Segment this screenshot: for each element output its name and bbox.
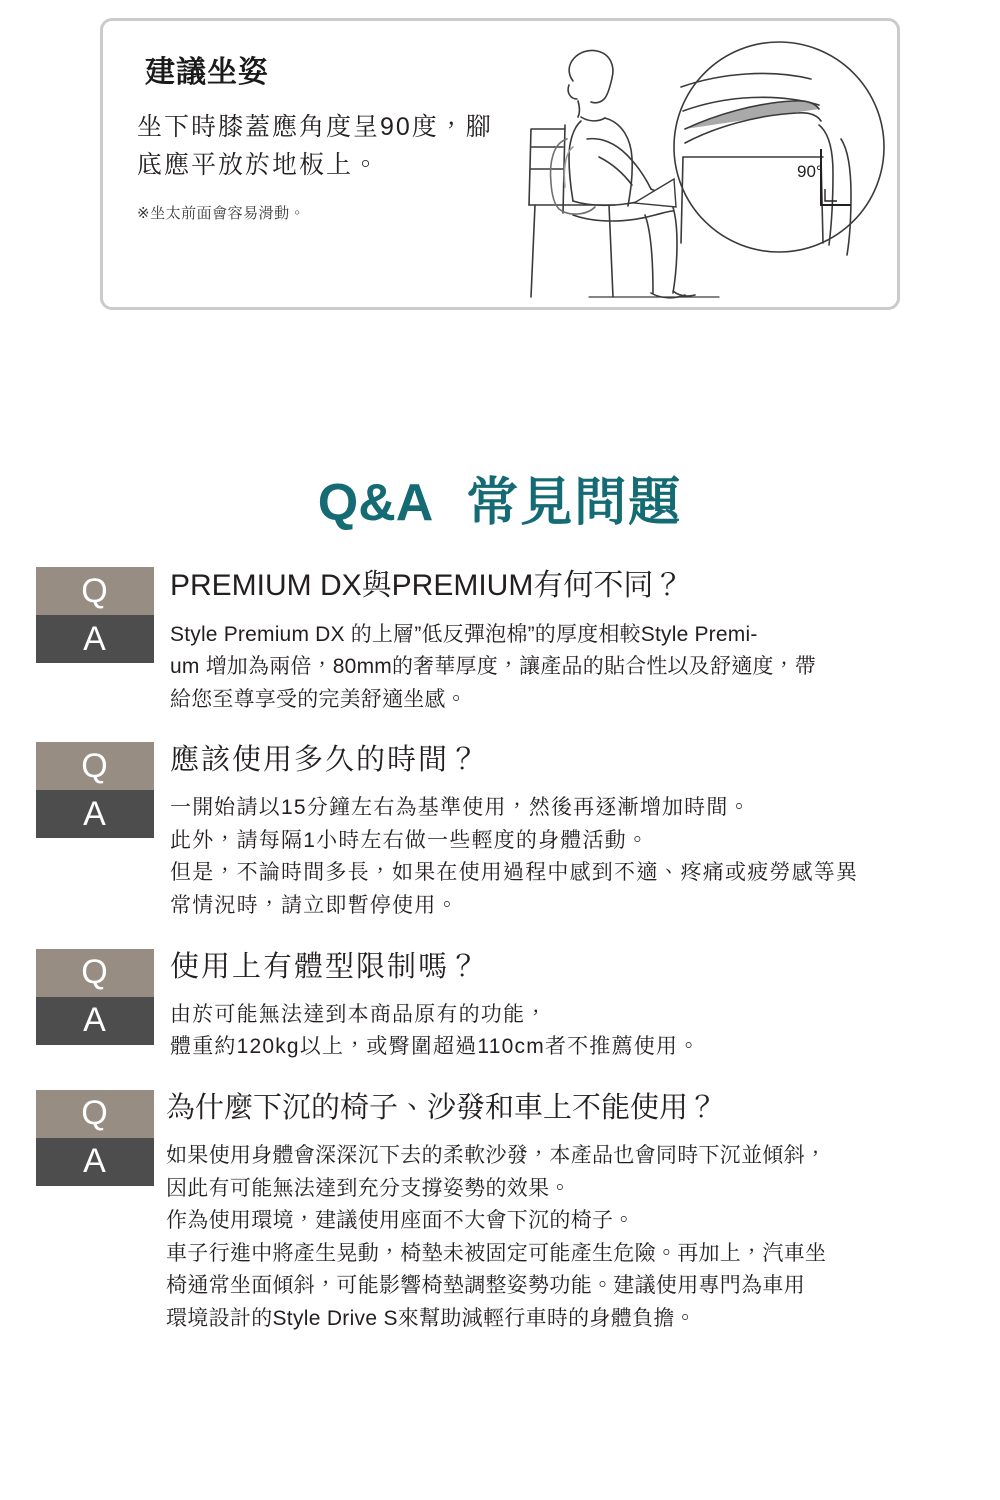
question-badge: Q: [36, 949, 154, 997]
answer-badge: A: [36, 1138, 154, 1186]
qa-answer-line: 由於可能無法達到本商品原有的功能，: [170, 1002, 548, 1026]
qa-question: 為什麼下沉的椅子、沙發和車上不能使用？: [166, 1091, 718, 1124]
qa-question: PREMIUM DX與PREMIUM有何不同？: [170, 569, 684, 602]
qa-answer-line: 椅通常坐面傾斜，可能影響椅墊調整姿勢功能。建議使用專門為車用: [166, 1274, 805, 1298]
posture-title: 建議坐姿: [145, 56, 269, 89]
qa-badges: [36, 567, 154, 663]
question-badge: Q: [36, 1090, 154, 1138]
qa-heading-text: 常見問題: [466, 473, 683, 532]
question-badge: Q: [36, 742, 154, 790]
qa-content: [170, 742, 1000, 922]
qa-answer-line: 一開始請以15分鐘左右為基準使用，然後再逐漸增加時間。: [170, 796, 751, 820]
qa-answer: [170, 619, 980, 717]
qa-content: [170, 949, 1000, 1064]
question-badge: Q: [36, 567, 154, 615]
qa-badges: [36, 1090, 154, 1186]
qa-answer-line: 常情況時，請立即暫停使用。: [170, 894, 459, 918]
qa-content: [170, 567, 1000, 716]
answer-badge: A: [36, 615, 154, 663]
qa-item: [0, 567, 1000, 716]
qa-answer-line: 但是，不論時間多長，如果在使用過程中感到不適、疼痛或疲勞感等異: [170, 861, 859, 885]
qa-answer-line: 體重約120kg以上，或臀圍超過110cm者不推薦使用。: [170, 1035, 701, 1059]
qa-answer: [166, 1140, 980, 1335]
qa-question: 使用上有體型限制嗎？: [170, 950, 481, 983]
page-title: [0, 460, 1000, 535]
qa-answer-line: 給您至尊享受的完美舒適坐感。: [170, 687, 467, 711]
answer-badge: A: [36, 790, 154, 838]
qa-question: 應該使用多久的時間？: [170, 744, 481, 777]
qa-answer-line: 因此有可能無法達到充分支撐姿勢的效果。: [166, 1176, 571, 1200]
qa-badges: [36, 742, 154, 838]
qa-item: [0, 742, 1000, 922]
answer-badge: A: [36, 997, 154, 1045]
posture-text-block: [137, 47, 507, 223]
angle-label: 90°: [797, 162, 823, 181]
qa-item: [0, 1090, 1000, 1336]
qa-answer: [170, 792, 980, 922]
qa-content: [166, 1090, 1000, 1336]
qa-answer-line: 作為使用環境，建議使用座面不大會下沉的椅子。: [166, 1209, 635, 1233]
posture-panel: [100, 18, 900, 310]
qa-badges: [36, 949, 154, 1045]
qa-answer: [170, 999, 980, 1064]
qa-item: [0, 949, 1000, 1064]
qa-answer-line: um 增加為兩倍，80mm的奢華厚度，讓產品的貼合性以及舒適度，帶: [170, 655, 816, 679]
qa-answer-line: 環境設計的Style Drive S來幫助減輕行車時的身體負擔。: [166, 1306, 696, 1330]
posture-note: ※坐太前面會容易滑動。: [137, 205, 306, 222]
qa-answer-line: Style Premium DX 的上層”低反彈泡棉”的厚度相較Style Premi-: [170, 622, 758, 646]
qa-answer-line: 車子行進中將產生晃動，椅墊未被固定可能產生危險。再加上，汽車坐: [166, 1241, 827, 1265]
posture-body: 坐下時膝蓋應角度呈90度，腳底應平放於地板上。: [137, 113, 493, 179]
qa-heading-prefix: Q&A: [317, 473, 434, 532]
seated-posture-illustration: [469, 29, 889, 304]
qa-list: [0, 565, 1000, 1361]
qa-answer-line: 如果使用身體會深深沉下去的柔軟沙發，本產品也會同時下沉並傾斜，: [166, 1144, 827, 1168]
qa-answer-line: 此外，請每隔1小時左右做一些輕度的身體活動。: [170, 828, 650, 852]
